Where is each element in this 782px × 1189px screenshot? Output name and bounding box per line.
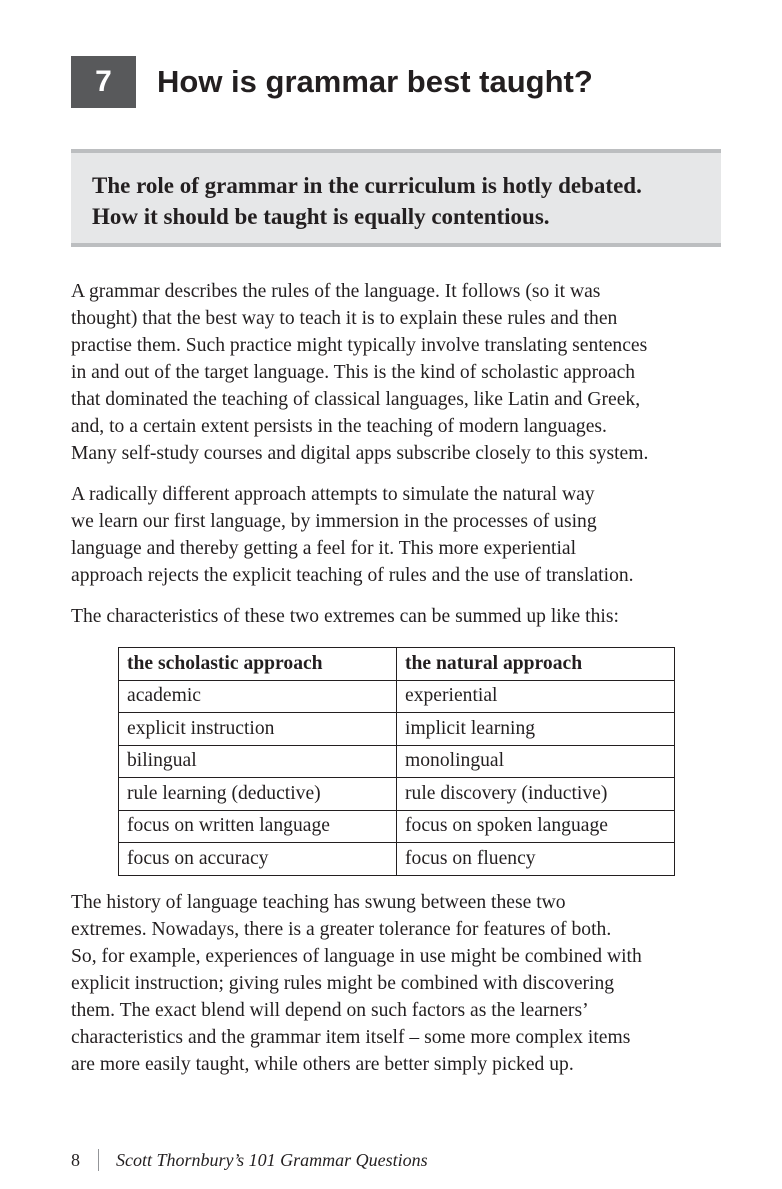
paragraph-line: we learn our first language, by immersion in the processes of using [71, 511, 597, 532]
footer-divider [98, 1149, 99, 1171]
table-cell: rule learning (deductive) [119, 778, 397, 811]
paragraph-line: and, to a certain extent persists in the teaching of modern languages. [71, 416, 607, 437]
table-cell: explicit instruction [119, 713, 397, 746]
paragraph-line: A grammar describes the rules of the language. It follows (so it was [71, 281, 601, 302]
paragraph-line: that dominated the teaching of classical languages, like Latin and Greek, [71, 389, 641, 410]
table-row [119, 745, 675, 778]
page-number: 8 [71, 1149, 80, 1170]
table-row [119, 713, 675, 746]
chapter-number: 7 [71, 56, 136, 108]
paragraph-line: thought) that the best way to teach it is to explain these rules and then [71, 308, 618, 329]
paragraph-line: language and thereby getting a feel for it. This more experiential [71, 538, 577, 559]
paragraph-line: are more easily taught, while others are better simply picked up. [71, 1054, 574, 1075]
table-row [119, 778, 675, 811]
comparison-table [118, 647, 675, 876]
paragraph-line: The characteristics of these two extremes can be summed up like this: [71, 606, 619, 627]
paragraph-line: Many self-study courses and digital apps subscribe closely to this system. [71, 443, 649, 464]
intro-line: How it should be taught is equally contentious. [92, 204, 550, 229]
table-row [119, 680, 675, 713]
table-header-cell: the natural approach [397, 648, 675, 681]
table-cell: focus on written language [119, 810, 397, 843]
chapter-title: How is grammar best taught? [157, 64, 593, 99]
paragraph-line: characteristics and the grammar item itself – some more complex items [71, 1027, 631, 1048]
table-row [119, 810, 675, 843]
paragraph-line: approach rejects the explicit teaching of rules and the use of translation. [71, 565, 634, 586]
paragraph-line: extremes. Nowadays, there is a greater tolerance for features of both. [71, 919, 612, 940]
paragraph-history [71, 889, 731, 1078]
paragraph-natural-approach [71, 481, 731, 589]
chapter-header [71, 56, 593, 108]
paragraph-grammar-rules [71, 278, 731, 467]
paragraph-line: in and out of the target language. This is the kind of scholastic approach [71, 362, 636, 383]
table-header-cell: the scholastic approach [119, 648, 397, 681]
table-row [119, 843, 675, 876]
paragraph-line: The history of language teaching has swung between these two [71, 892, 566, 913]
page-footer [71, 1149, 428, 1171]
paragraph-line: So, for example, experiences of language in use might be combined with [71, 946, 642, 967]
table-cell: implicit learning [397, 713, 675, 746]
table-cell: academic [119, 680, 397, 713]
table-header-row [119, 648, 675, 681]
table-cell: bilingual [119, 745, 397, 778]
table-cell: rule discovery (inductive) [397, 778, 675, 811]
table-cell: focus on fluency [397, 843, 675, 876]
paragraph-line: practise them. Such practice might typically involve translating sentences [71, 335, 648, 356]
intro-callout [71, 149, 721, 247]
paragraph-line: explicit instruction; giving rules might be combined with discovering [71, 973, 615, 994]
paragraph-line: A radically different approach attempts to simulate the natural way [71, 484, 595, 505]
intro-line: The role of grammar in the curriculum is hotly debated. [92, 173, 642, 198]
table-cell: focus on accuracy [119, 843, 397, 876]
table-cell: monolingual [397, 745, 675, 778]
paragraph-line: them. The exact blend will depend on such factors as the learners’ [71, 1000, 589, 1021]
paragraph-characteristics [71, 603, 731, 630]
book-title: Scott Thornbury’s 101 Grammar Questions [116, 1149, 428, 1170]
table-cell: focus on spoken language [397, 810, 675, 843]
table-cell: experiential [397, 680, 675, 713]
